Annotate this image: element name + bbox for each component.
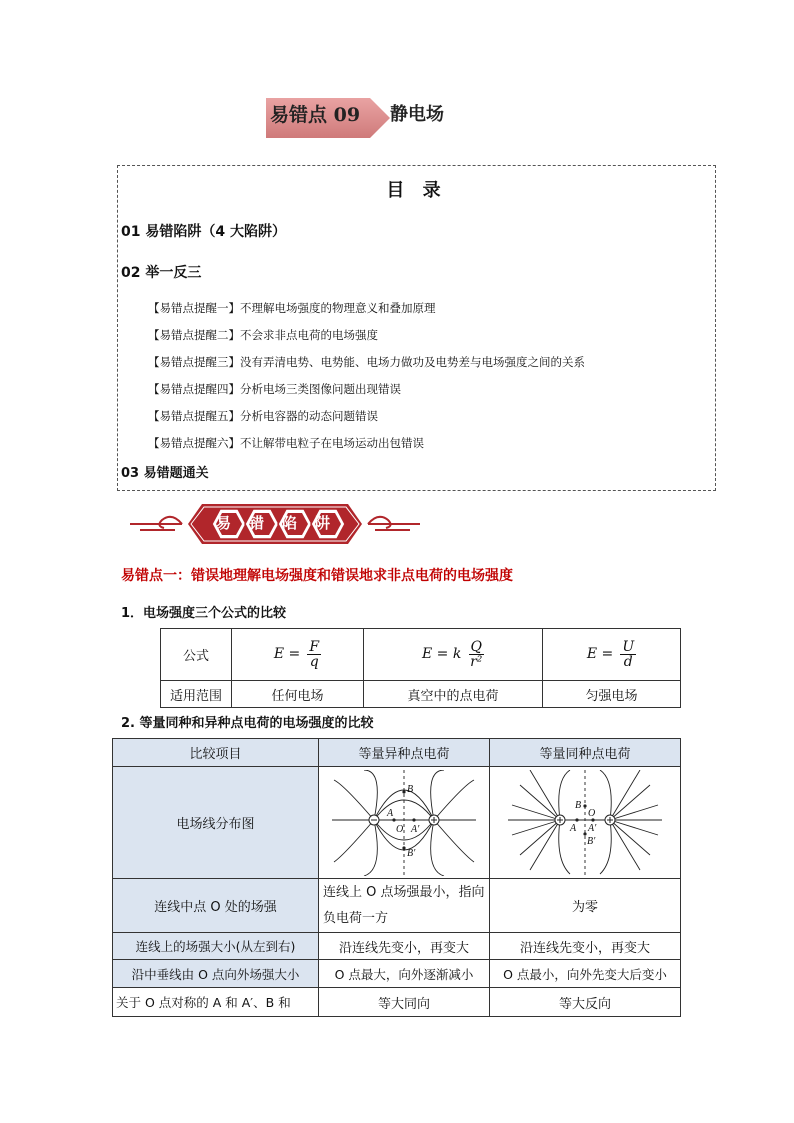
scope-row-label: 适用范围 (161, 681, 232, 708)
diagram-label: O (588, 807, 596, 819)
row-label: 沿中垂线由 O 点向外场强大小 (113, 960, 319, 988)
formula-num: F (309, 639, 320, 655)
toc-section-2[interactable]: 02 举一反三 (121, 265, 202, 281)
row-label: 关于 O 点对称的 A 和 A′、B 和 (113, 988, 319, 1017)
comparison-table (112, 738, 681, 1017)
diagram-cell-same (490, 767, 681, 879)
diagram-label: B (575, 799, 582, 811)
formula-num: Q (470, 639, 482, 655)
toc-heading: 目 录 (386, 180, 447, 201)
ribbon-char: 易 (215, 514, 231, 532)
cell-same: 沿连线先变小，再变大 (490, 933, 681, 960)
toc-item[interactable]: 【易错点提醒六】不让解带电粒子在电场运动出包错误 (148, 436, 424, 450)
diagram-label: B′ (587, 835, 596, 847)
cell-same: 为零 (490, 879, 681, 933)
row-label: 电场线分布图 (113, 767, 319, 879)
ribbon-char: 陷 (281, 514, 297, 532)
scope-cell: 真空中的点电荷 (364, 681, 543, 708)
formula-lhs: E = k (422, 646, 462, 662)
ribbon-char: 错 (248, 514, 264, 532)
row-label: 连线上的场强大小(从左到右) (113, 933, 319, 960)
page-title: 静电场 (390, 104, 444, 125)
cell-opposite: O 点最大，向外逐渐减小 (319, 960, 490, 988)
table2-title: 2. 等量同种和异种点电荷的电场强度的比较 (121, 716, 374, 731)
title-badge: 易错点 09 (270, 104, 361, 126)
field-lines-opposite-charges-diagram (324, 770, 484, 876)
toc-item[interactable]: 【易错点提醒四】分析电场三类图像问题出现错误 (148, 382, 401, 396)
header-cell: 等量同种点电荷 (490, 739, 681, 767)
header-cell: 等量异种点电荷 (319, 739, 490, 767)
formula-lhs: E = (586, 646, 614, 662)
section-ribbon (120, 498, 430, 550)
header-cell: 比较项目 (113, 739, 319, 767)
toc-item[interactable]: 【易错点提醒二】不会求非点电荷的电场强度 (148, 328, 378, 342)
toc-section-3[interactable]: 03 易错题通关 (121, 466, 209, 481)
diagram-label: A′ (411, 823, 420, 835)
formula-cell (364, 629, 543, 681)
formula-cell (543, 629, 681, 681)
field-lines-same-charges-diagram (500, 770, 670, 876)
cell-opposite: 连线上 O 点场强最小，指向负电荷一方 (319, 879, 490, 933)
cell-same: O 点最小，向外先变大后变小 (490, 960, 681, 988)
diagram-label: A′ (588, 822, 597, 834)
formula-den: d (623, 654, 633, 670)
diagram-label: A (387, 807, 394, 819)
formula-den: r² (470, 654, 483, 670)
toc-item[interactable]: 【易错点提醒三】没有弄清电势、电势能、电场力做功及电势差与电场强度之间的关系 (148, 355, 585, 369)
scope-cell: 任何电场 (232, 681, 364, 708)
table-of-contents (117, 165, 716, 491)
diagram-label: B′ (407, 847, 416, 859)
diagram-label: A (570, 822, 577, 834)
formula-row-label: 公式 (161, 629, 232, 681)
formula-den: q (309, 654, 319, 670)
formula-lhs: E = (273, 646, 301, 662)
scope-cell: 匀强电场 (543, 681, 681, 708)
ribbon-char: 阱 (314, 514, 330, 532)
section-heading: 易错点一：错误地理解电场强度和错误地求非点电荷的电场强度 (121, 568, 513, 584)
cell-opposite: 沿连线先变小，再变大 (319, 933, 490, 960)
toc-section-1[interactable]: 01 易错陷阱（4 大陷阱） (121, 224, 286, 240)
formula-num: U (622, 639, 635, 655)
diagram-cell-opposite (319, 767, 490, 879)
toc-item[interactable]: 【易错点提醒一】不理解电场强度的物理意义和叠加原理 (148, 301, 436, 315)
toc-item[interactable]: 【易错点提醒五】分析电容器的动态问题错误 (148, 409, 378, 423)
diagram-label: O (396, 823, 404, 835)
formula-table (160, 628, 681, 708)
diagram-label: B (407, 783, 414, 795)
cell-opposite: 等大同向 (319, 988, 490, 1017)
table1-title: 1．电场强度三个公式的比较 (121, 606, 287, 621)
cell-same: 等大反向 (490, 988, 681, 1017)
row-label: 连线中点 O 处的场强 (113, 879, 319, 933)
formula-cell (232, 629, 364, 681)
